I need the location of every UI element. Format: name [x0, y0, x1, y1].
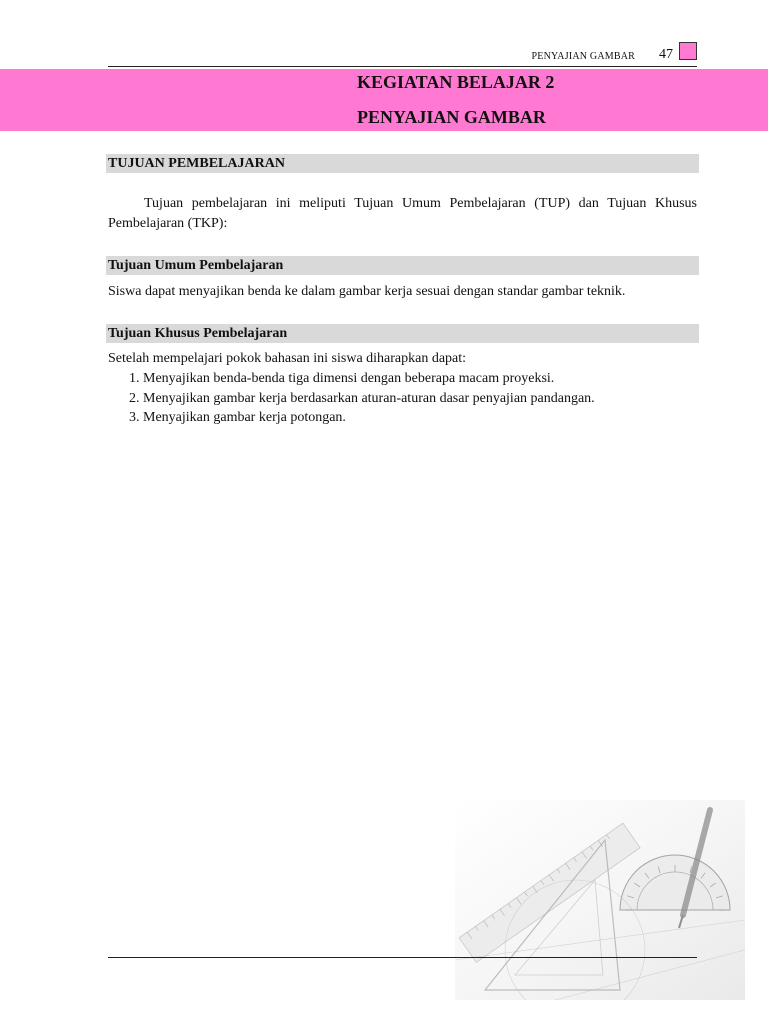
section-heading-tujuan-pembelajaran: TUJUAN PEMBELAJARAN — [106, 154, 699, 173]
tujuan-khusus-intro: Setelah mempelajari pokok bahasan ini siswa diharapkan dapat: — [108, 351, 467, 366]
list-item: 3. Menyajikan gambar kerja potongan. — [143, 408, 732, 428]
section-heading-tujuan-umum: Tujuan Umum Pembelajaran — [106, 256, 699, 275]
running-header — [108, 46, 697, 67]
drafting-tools-icon — [455, 800, 745, 1000]
banner-title: KEGIATAN BELAJAR 2 — [357, 72, 555, 92]
running-title: PENYAJIAN GAMBAR — [531, 51, 635, 62]
section-heading-tujuan-khusus: Tujuan Khusus Pembelajaran — [106, 324, 699, 343]
footer-rule — [108, 957, 697, 958]
list-item: 2. Menyajikan gambar kerja berdasarkan aturan-aturan dasar penyajian pandangan. — [143, 389, 732, 409]
chapter-banner — [0, 69, 768, 131]
tujuan-khusus-list — [108, 369, 732, 428]
tujuan-umum-body: Siswa dapat menyajikan benda ke dalam gambar kerja sesuai dengan standar gambar teknik. — [108, 284, 626, 299]
page-number: 47 — [659, 47, 673, 62]
page-marker-square — [679, 42, 697, 60]
list-item: 1. Menyajikan benda-benda tiga dimensi dengan beberapa macam proyeksi. — [143, 369, 732, 389]
banner-subtitle: PENYAJIAN GAMBAR — [357, 107, 546, 127]
tujuan-pembelajaran-body: Tujuan pembelajaran ini meliputi Tujuan Umum Pembelajaran (TUP) dan Tujuan Khusus Pembelajaran (TKP): — [108, 196, 697, 231]
